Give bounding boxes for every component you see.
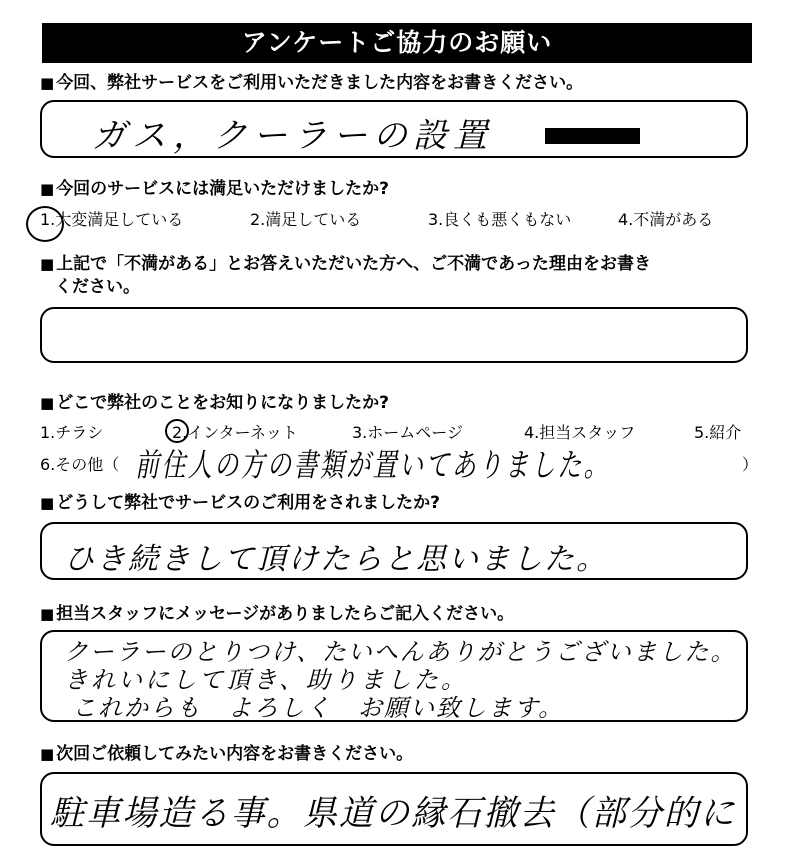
question-3-text-line1: 上記で「不満がある」とお答えいただいた方へ、ご不満であった理由をお書き [56,254,652,274]
answer-1-handwriting: ガス，クーラーの設置 [92,116,494,156]
question-4-text: どこで弊社のことをお知りになりましたか? [56,393,390,413]
question-3-label [40,253,651,275]
answer-6-line-2: きれいにして頂き、助りました。 [64,666,469,694]
q4-option-5[interactable]: 5.紹介 [694,423,742,442]
bullet-square: ■ [40,180,55,198]
q4-option-2[interactable]: 2.インターネット [172,423,298,442]
answer-6-box[interactable] [40,630,748,722]
q4-option-6-close: ） [742,455,759,474]
answer-5-box[interactable] [40,522,748,580]
q2-selection-circle [26,206,64,242]
bullet-square: ■ [40,394,55,412]
redaction-mark [545,128,640,144]
bullet-square: ■ [40,605,55,623]
answer-7-box[interactable] [40,772,748,846]
question-1-label [40,72,583,94]
question-7-label [40,743,413,765]
answer-1-box[interactable] [40,100,748,158]
q2-option-2[interactable]: 2.満足している [250,210,362,229]
question-2-label [40,178,389,200]
q4-option-3[interactable]: 3.ホームページ [352,423,463,442]
bullet-square: ■ [40,255,55,273]
answer-6-line-1: クーラーのとりつけ、たいへんありがとうございました。 [64,638,737,666]
bullet-square: ■ [40,494,55,512]
q4-other-handwriting: 前住人の方の書類が置いてありました。 [135,446,611,484]
q2-option-3[interactable]: 3.良くも悪くもない [428,210,572,229]
answer-7-handwriting: 駐車場造る事。県道の縁石撤去（部分的に [50,794,737,834]
question-5-text: どうして弊社でサービスのご利用をされましたか? [56,493,441,513]
q2-option-1[interactable]: 1.大変満足している [40,210,184,229]
question-2-text: 今回のサービスには満足いただけましたか? [56,179,390,199]
question-6-label [40,603,514,625]
question-5-label [40,492,440,514]
survey-title: アンケートご協力のお願い [42,23,752,63]
question-4-label [40,392,389,414]
bullet-square: ■ [40,745,55,763]
question-7-text: 次回ご依頼してみたい内容をお書きください。 [56,744,414,764]
q4-option-4[interactable]: 4.担当スタッフ [524,423,636,442]
q4-option-1[interactable]: 1.チラシ [40,423,104,442]
q2-option-4[interactable]: 4.不満がある [618,210,714,229]
answer-3-box[interactable] [40,307,748,363]
question-3-label-line2: ください。 [55,277,140,297]
bullet-square: ■ [40,74,55,92]
question-6-text: 担当スタッフにメッセージがありましたらご記入ください。 [56,604,515,624]
question-1-text: 今回、弊社サービスをご利用いただきました内容をお書きください。 [56,73,584,93]
answer-5-handwriting: ひき続きして頂けたらと思いました。 [64,542,608,577]
q4-option-6-label[interactable]: 6.その他（ [40,455,120,474]
answer-6-line-3: これからも よろしく お願い致します。 [72,694,565,722]
